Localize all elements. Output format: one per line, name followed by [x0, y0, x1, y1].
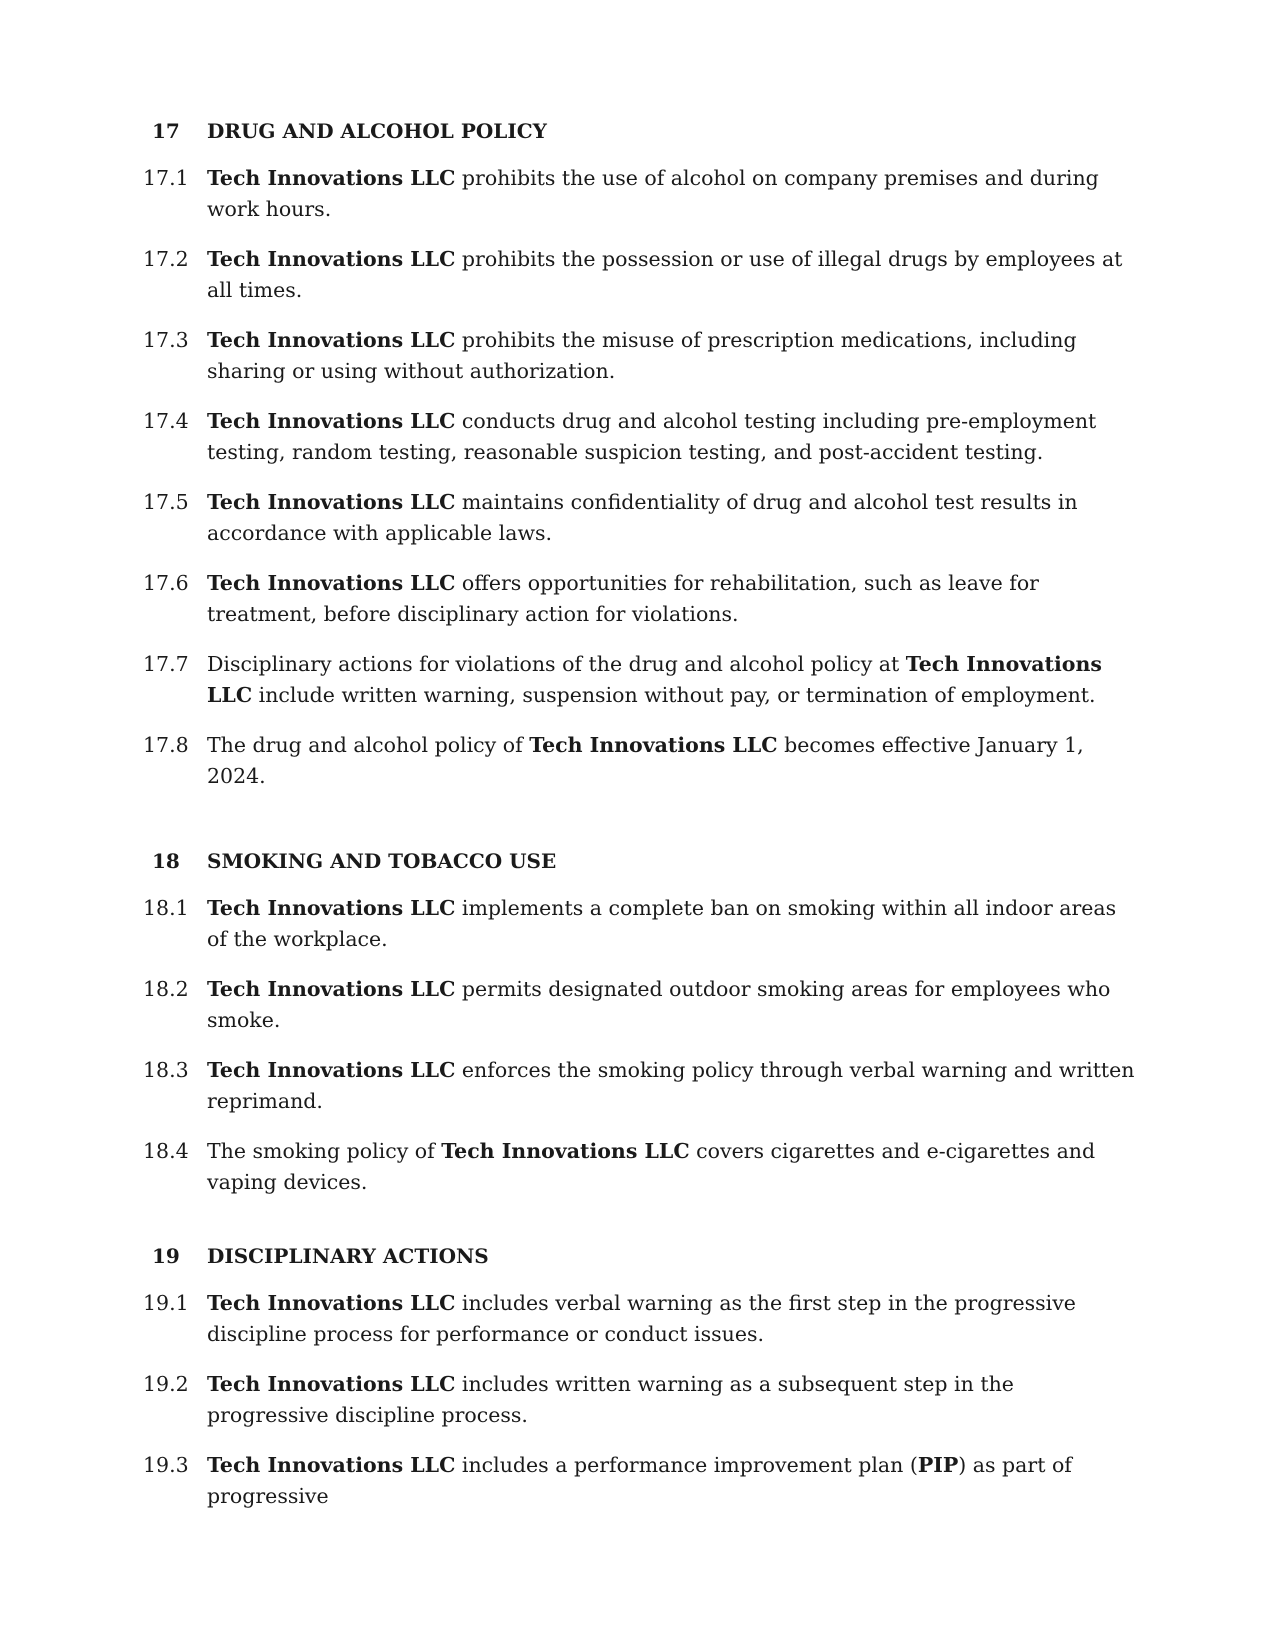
plain-text: prohibits the possession or use of illegal drugs by employees at all times.	[207, 247, 1123, 302]
section-title: DISCIPLINARY ACTIONS	[207, 1244, 489, 1268]
section-number: 18	[152, 849, 180, 873]
clause-text	[207, 1055, 1135, 1117]
clause-number: 18.1	[143, 896, 189, 920]
clause-item	[0, 163, 1275, 225]
bold-text: PIP	[917, 1453, 959, 1477]
plain-text: enforces the smoking policy through verbal warning and written reprimand.	[207, 1058, 1135, 1113]
bold-text: Tech Innovations LLC	[207, 247, 456, 271]
plain-text: prohibits the misuse of prescription medications, including sharing or using without authorization.	[207, 328, 1077, 383]
clause-number: 17.1	[143, 166, 189, 190]
bold-text: Tech Innovations LLC	[207, 328, 456, 352]
clause-text	[207, 244, 1135, 306]
clause-item	[0, 1369, 1275, 1431]
bold-text: Tech Innovations LLC	[207, 977, 456, 1001]
section-heading	[0, 118, 1275, 144]
clause-number: 18.3	[143, 1058, 189, 1082]
section-title: DRUG AND ALCOHOL POLICY	[207, 119, 547, 143]
clause-number: 19.1	[143, 1291, 189, 1315]
clause-item	[0, 1288, 1275, 1350]
plain-text: Disciplinary actions for violations of the drug and alcohol policy at	[207, 652, 906, 676]
clause-item	[0, 487, 1275, 549]
plain-text: prohibits the use of alcohol on company premises and during work hours.	[207, 166, 1099, 221]
clause-number: 17.2	[143, 247, 189, 271]
clause-list	[0, 893, 1275, 1198]
plain-text: permits designated outdoor smoking areas for employees who smoke.	[207, 977, 1111, 1032]
bold-text: Tech Innovations LLC	[207, 896, 456, 920]
section-18	[0, 848, 1275, 1198]
plain-text: includes a performance improvement plan (	[455, 1453, 918, 1477]
clause-text	[207, 974, 1135, 1036]
plain-text: conducts drug and alcohol testing including pre-employment testing, random testing, reasonable suspicion testing, and post-accident testing.	[207, 409, 1097, 464]
clause-item	[0, 325, 1275, 387]
plain-text: maintains confidentiality of drug and alcohol test results in accordance with applicable laws.	[207, 490, 1078, 545]
clause-text	[207, 406, 1135, 468]
clause-item	[0, 1450, 1275, 1512]
bold-text: Tech Innovations LLC	[207, 1058, 456, 1082]
clause-number: 17.3	[143, 328, 189, 352]
plain-text: ) as part of progressive	[207, 1453, 1072, 1508]
bold-text: Tech Innovations LLC	[207, 1453, 456, 1477]
section-17	[0, 118, 1275, 792]
clause-item	[0, 649, 1275, 711]
clause-text	[207, 1136, 1135, 1198]
bold-text: Tech Innovations LLC	[529, 733, 778, 757]
bold-text: Tech Innovations LLC	[207, 1291, 456, 1315]
clause-number: 17.5	[143, 490, 189, 514]
section-number: 17	[152, 119, 180, 143]
clause-text	[207, 568, 1135, 630]
bold-text: Tech Innovations LLC	[441, 1139, 690, 1163]
plain-text: covers cigarettes and e-cigarettes and vaping devices.	[207, 1139, 1096, 1194]
clause-number: 19.2	[143, 1372, 189, 1396]
plain-text: includes verbal warning as the first step in the progressive discipline process for performance or conduct issues.	[207, 1291, 1076, 1346]
bold-text: Tech Innovations LLC	[207, 166, 456, 190]
clause-text	[207, 649, 1135, 711]
plain-text: implements a complete ban on smoking within all indoor areas of the workplace.	[207, 896, 1117, 951]
section-heading	[0, 848, 1275, 874]
clause-item	[0, 244, 1275, 306]
clause-item	[0, 568, 1275, 630]
clause-text	[207, 1450, 1135, 1512]
clause-text	[207, 325, 1135, 387]
clause-text	[207, 1288, 1135, 1350]
clause-list	[0, 1288, 1275, 1512]
plain-text: becomes effective January 1, 2024.	[207, 733, 1084, 788]
plain-text: include written warning, suspension without pay, or termination of employment.	[252, 683, 1096, 707]
section-number: 19	[152, 1244, 180, 1268]
clause-list	[0, 163, 1275, 792]
bold-text: Tech Innovations LLC	[207, 571, 456, 595]
plain-text: The drug and alcohol policy of	[207, 733, 530, 757]
clause-item	[0, 1055, 1275, 1117]
clause-text	[207, 893, 1135, 955]
section-title: SMOKING AND TOBACCO USE	[207, 849, 557, 873]
section-19	[0, 1243, 1275, 1512]
clause-number: 18.4	[143, 1139, 189, 1163]
clause-item	[0, 406, 1275, 468]
clause-text	[207, 730, 1135, 792]
clause-number: 17.8	[143, 733, 189, 757]
clause-text	[207, 1369, 1135, 1431]
clause-number: 17.4	[143, 409, 189, 433]
clause-text	[207, 487, 1135, 549]
clause-number: 17.7	[143, 652, 189, 676]
bold-text: Tech Innovations LLC	[207, 409, 456, 433]
bold-text: Tech Innovations LLC	[207, 652, 1102, 707]
clause-number: 18.2	[143, 977, 189, 1001]
clause-item	[0, 1136, 1275, 1198]
plain-text: includes written warning as a subsequent step in the progressive discipline process.	[207, 1372, 1014, 1427]
clause-number: 19.3	[143, 1453, 189, 1477]
clause-item	[0, 730, 1275, 792]
bold-text: Tech Innovations LLC	[207, 490, 456, 514]
plain-text: The smoking policy of	[207, 1139, 442, 1163]
clause-item	[0, 974, 1275, 1036]
clause-text	[207, 163, 1135, 225]
bold-text: Tech Innovations LLC	[207, 1372, 456, 1396]
clause-item	[0, 893, 1275, 955]
clause-number: 17.6	[143, 571, 189, 595]
plain-text: offers opportunities for rehabilitation, such as leave for treatment, before disciplinary action for violations.	[207, 571, 1039, 626]
section-heading	[0, 1243, 1275, 1269]
